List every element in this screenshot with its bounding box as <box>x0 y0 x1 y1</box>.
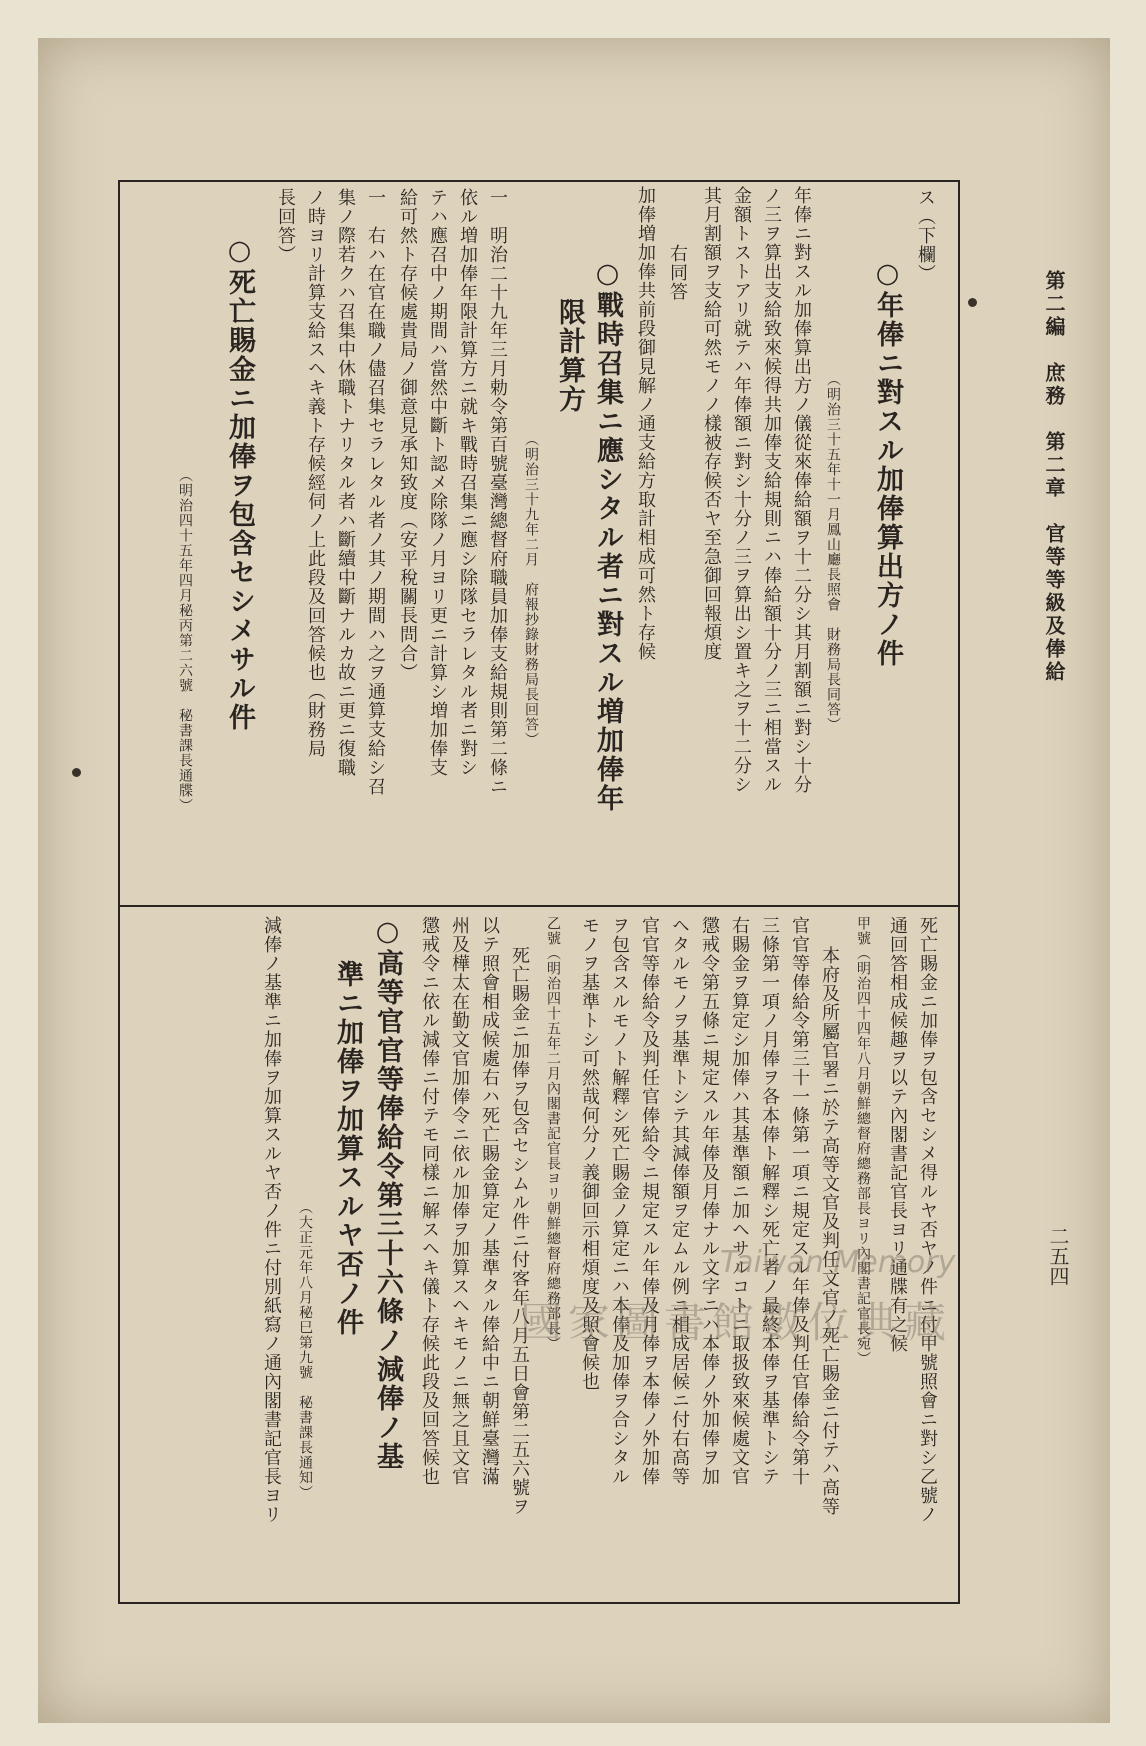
text-column: 給可然ト存候處貴局ノ御意見承知致度（安平稅關長問合） <box>397 188 418 682</box>
text-column: 右賜金ヲ算定シ加俸ハ其基準額ニ加ヘサルコトニ取扱致來候處文官 <box>729 916 750 1486</box>
citation-note: （明治三十五年十一月鳳山廳長照會 財務局長同答） <box>825 372 841 732</box>
section-heading: ○年俸ニ對スル加俸算出方ノ件 <box>872 258 903 668</box>
citation-note: （大正元年八月秘巳第九號 秘書課長通知） <box>297 1200 313 1500</box>
text-column: 右同答 <box>667 244 688 301</box>
text-column: 三條第一項ノ月俸ヲ各本俸ト解釋シ死亡者ノ最終本俸ヲ基準トシテ <box>759 916 780 1486</box>
text-column: 本府及所屬官署ニ於テ高等文官及判任文官ノ死亡賜金ニ付テハ高等 <box>819 946 840 1516</box>
text-column: 官官等俸給令第三十一條第一項ニ規定スル年俸及判任官俸給令第十 <box>789 916 810 1486</box>
text-column: 懲戒令ニ依ル減俸ニ付テモ同樣ニ解スヘキ儀ト存候此段及回答候也 <box>419 916 440 1486</box>
text-column: ノ時ヨリ計算支給スヘキ義ト存候經伺ノ上此段及回答候也（財務局 <box>305 188 326 758</box>
text-column: ヲ包含スルモノト解釋シ死亡賜金ノ算定ニハ本俸及加俸ヲ合シタル <box>609 916 630 1486</box>
text-column: 集ノ際若クハ召集中休職トナリタル者ハ斷續中斷ナルカ故ニ更ニ復職 <box>335 188 356 777</box>
citation-note: （明治四十五年四月秘丙第二六號 秘書課長通牒） <box>177 468 193 813</box>
text-column: 長回答） <box>275 188 296 264</box>
text-column: モノヲ基準トシ可然哉何分ノ義御回示相煩度及照會候也 <box>579 916 600 1391</box>
citation-note: （明治三十九年二月 府報抄錄財務局長回答） <box>523 432 539 747</box>
text-column: 以テ照會相成候處右ハ死亡賜金算定ノ基準タル俸給中ニ朝鮮臺灣滿 <box>479 916 500 1486</box>
text-column: 官官等俸給令及判任官俸給令ニ規定スル年俸及月俸ヲ本俸ノ外加俸 <box>639 916 660 1486</box>
text-column: 一 右ハ在官在職ノ儘召集セラレタル者ノ其ノ期間ハ之ヲ通算支給シ召 <box>365 188 386 796</box>
section-heading: ○死亡賜金ニ加俸ヲ包含セシメサル件 <box>224 235 255 732</box>
watermark-text: 國家圖書館數位典藏 <box>520 1298 953 1347</box>
page-number: 二五四 <box>1046 1226 1070 1286</box>
section-heading: ○高等官官等俸給令第三十六條ノ減俸ノ基 <box>372 916 403 1471</box>
binding-hole-mark <box>72 768 81 777</box>
text-column: ヘタルモノヲ基準トシテ其減俸額ヲ定ムル例ニ相成居候ニ付右高等 <box>669 916 690 1486</box>
citation-note: 乙號（明治四十五年二月內閣書記官長ヨリ朝鮮總督府總務部長） <box>545 916 561 1351</box>
binding-hole-mark <box>968 298 977 307</box>
text-column: 減俸ノ基準ニ加俸ヲ加算スルヤ否ノ件ニ付別紙寫ノ通內閣書記官長ヨリ <box>261 916 282 1524</box>
text-column: 死亡賜金ニ加俸ヲ包含セシメ得ルヤ否ヤノ件ニ付甲號照會ニ對シ乙號ノ <box>917 916 938 1524</box>
text-column: 通回答相成候趣ヲ以テ內閣書記官長ヨリ通牒有之候 <box>887 916 908 1353</box>
text-column: ノ三ヲ算出支給致來候得共加俸支給規則ニハ俸給額十分ノ三ニ相當スル <box>761 186 782 794</box>
text-column: ス（下欄） <box>915 188 936 283</box>
watermark-text: Taiwan Memory <box>720 1245 956 1280</box>
text-column: 州及樺太在勤文官加俸令ニ依ル加俸ヲ加算スヘキモノニ無之且文官 <box>449 916 470 1486</box>
text-column: テハ應召中ノ期間ハ當然中斷ト認メ除隊ノ月ヨリ更ニ計算シ増加俸支 <box>427 188 448 777</box>
running-header: 第二編 庶務 第二章 官等等級及俸給 <box>1042 270 1066 684</box>
text-column: 死亡賜金ニ加俸ヲ包含セシムル件ニ付客年八月五日會第二五六號ヲ <box>509 946 530 1516</box>
middle-divider <box>118 905 958 907</box>
text-column: 懲戒令第五條ニ規定スル年俸及月俸ナル文字ニハ本俸ノ外加俸ヲ加 <box>699 916 720 1486</box>
text-column: 加俸増加俸共前段御見解ノ通支給方取計相成可然ト存候 <box>635 186 656 661</box>
text-column: 依ル増加俸年限計算方ニ就キ戰時召集ニ應シ除隊セラレタル者ニ對シ <box>457 188 478 777</box>
text-column: 其月割額ヲ支給可然モノノ樣被存候否ヤ至急御回報煩度 <box>701 186 722 661</box>
text-column: 一 明治二十九年三月勅令第百號臺灣總督府職員加俸支給規則第二條ニ <box>487 188 508 796</box>
section-heading: 限計算方 <box>554 298 585 414</box>
text-column: 金額トストアリ就テハ年俸額ニ對シ十分ノ三ヲ算出シ置キ之ヲ十二分シ <box>731 186 752 794</box>
section-heading: ○戰時召集ニ應シタル者ニ對スル増加俸年 <box>592 258 623 813</box>
citation-note: 甲號（明治四十四年八月朝鮮總督府總務部長ヨリ內閣書記官長宛） <box>855 916 871 1366</box>
section-heading: 準ニ加俸ヲ加算スルヤ否ノ件 <box>332 960 363 1337</box>
text-column: 年俸ニ對スル加俸算出方ノ儀從來俸給額ヲ十二分シ其月割額ニ對シ十分 <box>791 186 812 794</box>
